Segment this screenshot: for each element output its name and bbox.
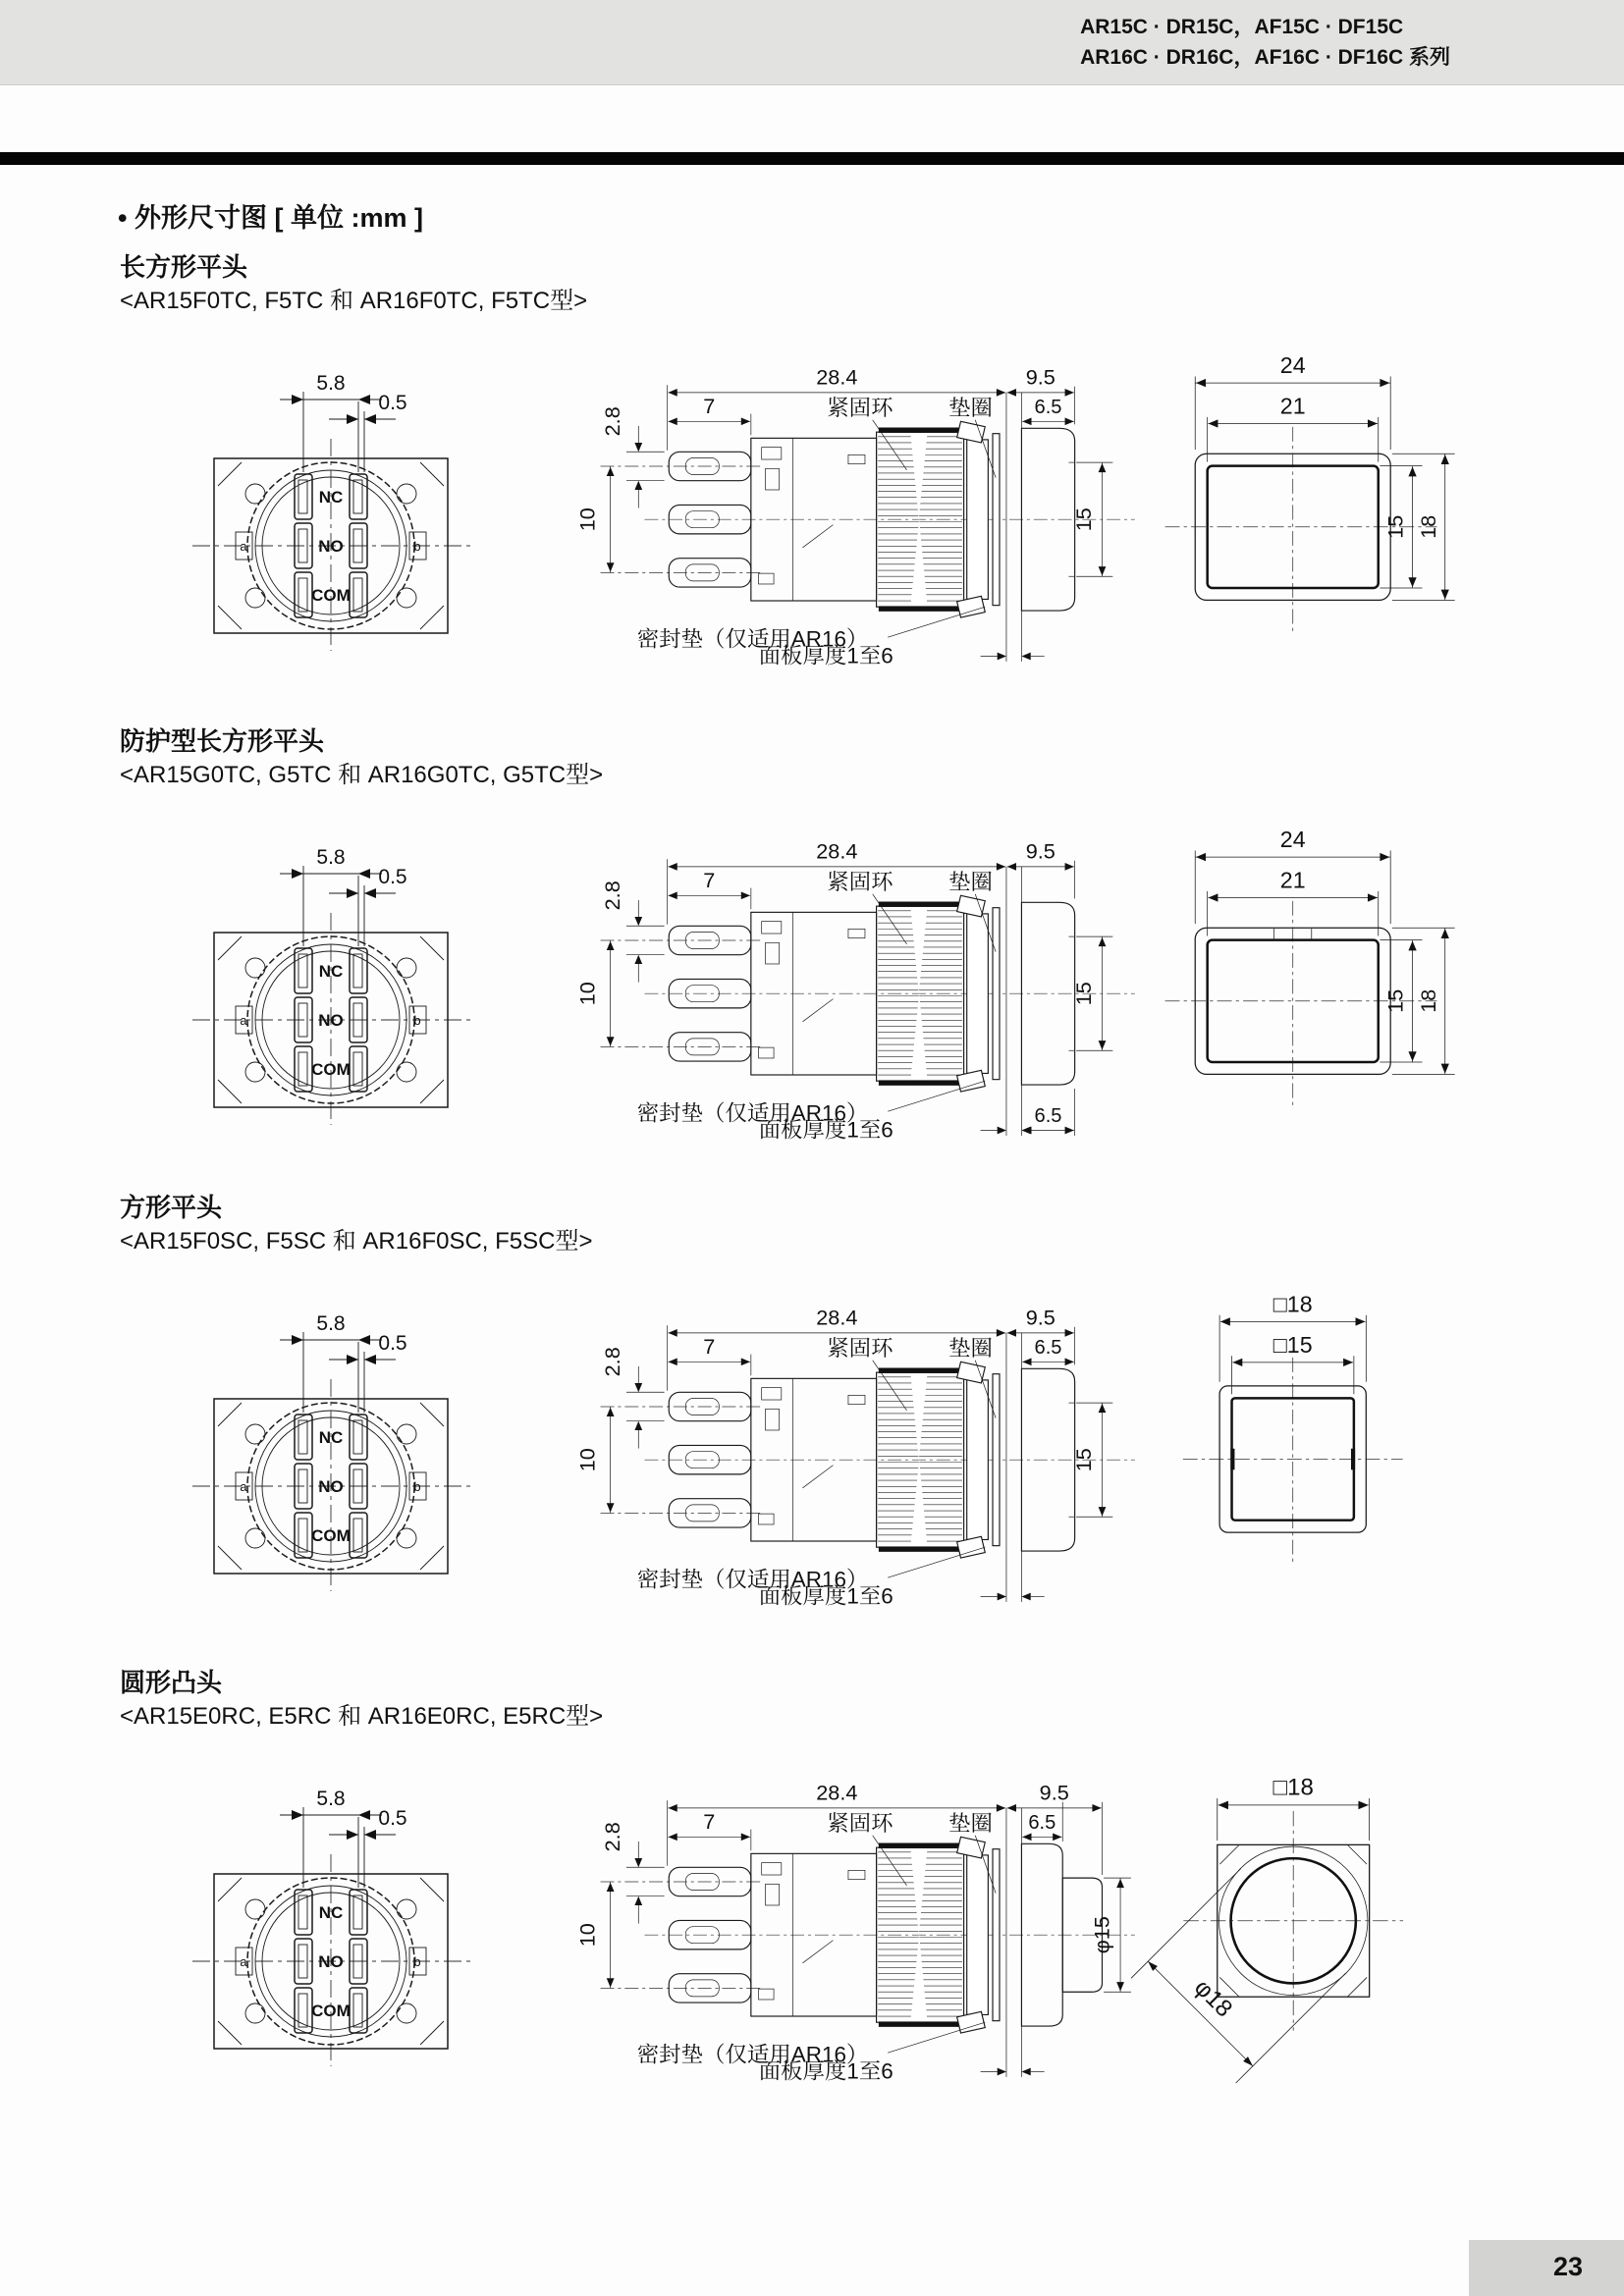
seal-label: 密封垫（仅适用AR16） (636, 1567, 869, 1592)
dim-pitch: 2.8 (599, 1822, 624, 1852)
dim-front-bottom: 6.5 (1034, 1105, 1062, 1128)
page-title: • 外形尺寸图 [ 单位 :mm ] (118, 203, 423, 233)
dim-tab-length: 7 (703, 1808, 716, 1834)
divider-bar (0, 152, 1624, 165)
section-heading: 防护型长方形平头 (120, 726, 325, 756)
dim-depth: 28.4 (816, 838, 858, 864)
section-models: <AR15F0SC, F5SC 和 AR16F0SC, F5SC型> (120, 1228, 593, 1255)
washer-label: 垫圈 (948, 1811, 994, 1837)
panel-thickness-label: 面板厚度1至6 (758, 2058, 893, 2084)
rear-view-drawing (187, 348, 481, 653)
dim-terminal-pitch: 5.8 (316, 1788, 346, 1810)
dim-terminal-pitch: 5.8 (316, 1312, 346, 1335)
lock-ring-label: 紧固环 (827, 396, 893, 421)
dim-pitch: 2.8 (599, 1347, 624, 1377)
seal-label: 密封垫（仅适用AR16） (636, 1100, 869, 1126)
dim-terminal-offset: 0.5 (378, 866, 407, 888)
front-view-drawing (1134, 336, 1468, 645)
tab-a-label: a (240, 539, 247, 554)
lock-ring-label: 紧固环 (827, 1336, 893, 1362)
dim-terminal-offset: 0.5 (378, 392, 407, 414)
dim-front-outer-height: 18 (1415, 514, 1440, 539)
dim-front-inner-width: 21 (1279, 393, 1306, 419)
dim-head: 9.5 (1025, 364, 1056, 390)
dim-front-outer-height: 18 (1415, 988, 1440, 1013)
dim-height: φ15 (1089, 1916, 1114, 1954)
dim-span: 10 (574, 982, 600, 1006)
seal-label: 密封垫（仅适用AR16） (636, 626, 869, 652)
series-line1: AR15C · DR15C，AF15C · DF15C (1080, 16, 1404, 38)
page-number-box (1469, 2240, 1624, 2296)
dim-height: 15 (1070, 507, 1096, 532)
front-view-drawing (1134, 1276, 1468, 1585)
dim-front-outer-width: 24 (1279, 352, 1306, 379)
washer-label: 垫圈 (948, 870, 994, 895)
dim-terminal-offset: 0.5 (378, 1332, 407, 1355)
dim-depth: 28.4 (816, 1305, 858, 1330)
section-heading: 圆形凸头 (120, 1668, 223, 1697)
section-guard-rect-flat (0, 720, 1624, 1191)
terminal-no-label: NO (318, 1952, 344, 1971)
dim-front-inner-width: 21 (1279, 867, 1306, 893)
side-view-drawing (530, 1289, 1139, 1612)
front-view-drawing (1134, 810, 1468, 1119)
seal-label: 密封垫（仅适用AR16） (636, 2042, 869, 2067)
dim-terminal-offset: 0.5 (378, 1807, 407, 1830)
header-band (0, 0, 1624, 85)
panel-thickness-label: 面板厚度1至6 (758, 1583, 893, 1609)
tab-b-label: b (413, 539, 421, 554)
panel-thickness-label: 面板厚度1至6 (758, 643, 893, 668)
section-heading: 方形平头 (120, 1193, 223, 1222)
side-view-drawing (530, 823, 1139, 1146)
dim-front-inner-height: 15 (1382, 988, 1408, 1013)
tab-a-label: a (240, 1013, 247, 1028)
dim-tab-length: 7 (703, 393, 716, 418)
tab-a-label: a (240, 1479, 247, 1494)
terminal-nc-label: NC (318, 1903, 344, 1922)
rear-view-drawing (187, 1289, 481, 1593)
dim-pitch: 2.8 (599, 881, 624, 911)
dim-front-diameter: φ18 (1189, 1974, 1238, 2023)
rear-view-drawing (187, 823, 481, 1127)
washer-label: 垫圈 (948, 1336, 994, 1362)
dim-front: 6.5 (1028, 1811, 1056, 1834)
dim-terminal-pitch: 5.8 (316, 372, 346, 395)
lock-ring-label: 紧固环 (827, 870, 893, 895)
dim-tab-length: 7 (703, 1333, 716, 1359)
tab-b-label: b (413, 1013, 421, 1028)
series-line2: AR16C · DR16C，AF16C · DF16C 系列 (1080, 46, 1450, 69)
dim-front-outer-width: □18 (1272, 1774, 1314, 1801)
dim-terminal-pitch: 5.8 (316, 846, 346, 869)
terminal-nc-label: NC (318, 1428, 344, 1447)
tab-b-label: b (413, 1479, 421, 1494)
front-view-drawing (1095, 1756, 1458, 2119)
section-models: <AR15F0TC, F5TC 和 AR16F0TC, F5TC型> (120, 288, 588, 314)
panel-thickness-label: 面板厚度1至6 (758, 1117, 893, 1143)
page-number: 23 (1552, 2252, 1583, 2281)
terminal-no-label: NO (318, 1011, 344, 1030)
side-view-drawing (530, 348, 1139, 671)
dim-depth: 28.4 (816, 364, 858, 390)
dim-head: 9.5 (1039, 1780, 1069, 1805)
terminal-com-label: COM (311, 586, 351, 605)
tab-a-label: a (240, 1954, 247, 1969)
terminal-com-label: COM (311, 1060, 351, 1079)
washer-label: 垫圈 (948, 396, 994, 421)
dim-span: 10 (574, 1923, 600, 1948)
dim-front-inner-height: 15 (1382, 514, 1408, 539)
dim-depth: 28.4 (816, 1780, 858, 1805)
dim-tab-length: 7 (703, 867, 716, 892)
rear-view-drawing (187, 1764, 481, 2068)
section-models: <AR15G0TC, G5TC 和 AR16G0TC, G5TC型> (120, 762, 604, 788)
dim-front: 6.5 (1034, 396, 1062, 418)
terminal-com-label: COM (311, 2002, 351, 2020)
terminal-no-label: NO (318, 537, 344, 556)
section-models: <AR15E0RC, E5RC 和 AR16E0RC, E5RC型> (120, 1703, 604, 1730)
dim-front: 6.5 (1034, 1336, 1062, 1359)
dim-height: 15 (1070, 1448, 1096, 1472)
series-title (1080, 12, 1450, 73)
terminal-com-label: COM (311, 1526, 351, 1545)
tab-b-label: b (413, 1954, 421, 1969)
dim-height: 15 (1070, 982, 1096, 1006)
dim-span: 10 (574, 1448, 600, 1472)
section-square-flat (0, 1186, 1624, 1657)
section-round-extended (0, 1661, 1624, 2132)
section-rect-flat (0, 245, 1624, 717)
side-view-drawing (530, 1764, 1139, 2087)
dim-head: 9.5 (1025, 1305, 1056, 1330)
lock-ring-label: 紧固环 (827, 1811, 893, 1837)
section-heading: 长方形平头 (120, 252, 248, 282)
dim-span: 10 (574, 507, 600, 532)
dim-head: 9.5 (1025, 838, 1056, 864)
dim-front-outer-width: 24 (1279, 827, 1306, 853)
dim-pitch: 2.8 (599, 406, 624, 437)
terminal-no-label: NO (318, 1477, 344, 1496)
dim-front-inner-width: □15 (1272, 1331, 1313, 1358)
terminal-nc-label: NC (318, 962, 344, 981)
dim-front-outer-width: □18 (1272, 1291, 1313, 1317)
terminal-nc-label: NC (318, 488, 344, 507)
